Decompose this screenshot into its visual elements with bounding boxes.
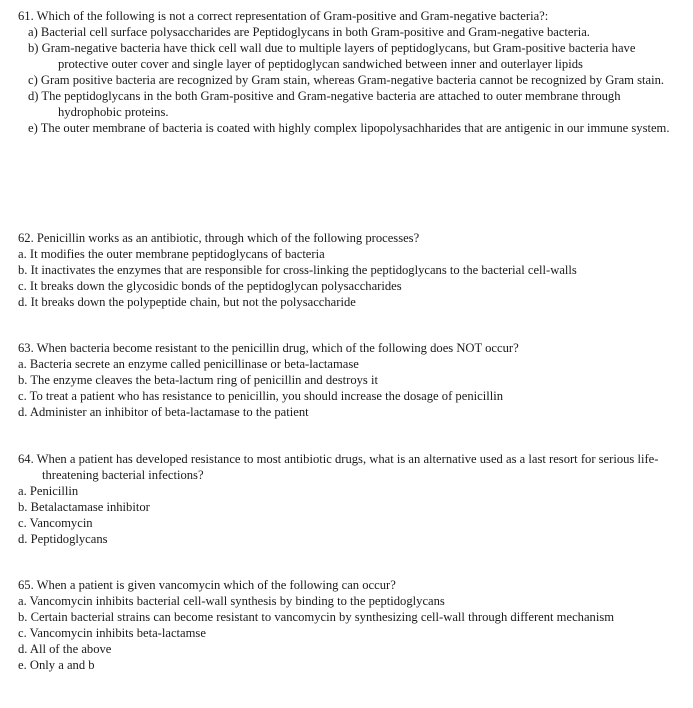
answer-option-c: c. Vancomycin: [18, 516, 93, 530]
question-65: [18, 577, 686, 673]
question-61: [18, 8, 686, 136]
question-stem: 62. Penicillin works as an antibiotic, through which of the following processes?: [18, 231, 420, 245]
answer-option-a: a. Vancomycin inhibits bacterial cell-wall synthesis by binding to the peptidoglycans: [18, 594, 445, 608]
answer-option-a: a) Bacterial cell surface polysaccharides are Peptidoglycans in both Gram-positive and Gram-negative bacteria.: [28, 25, 590, 39]
answer-option-e: e. Only a and b: [18, 658, 95, 672]
answer-option-d: d. All of the above: [18, 642, 112, 656]
question-63: [18, 340, 686, 420]
question-stem: 63. When bacteria become resistant to the penicillin drug, which of the following does NOT occur?: [18, 341, 519, 355]
answer-option-c: c. Vancomycin inhibits beta-lactamse: [18, 626, 206, 640]
answer-option-b: b. The enzyme cleaves the beta-lactum ring of penicillin and destroys it: [18, 373, 378, 387]
answer-option-b: b. It inactivates the enzymes that are responsible for cross-linking the peptidoglycans to the bacterial cell-walls: [18, 263, 577, 277]
answer-option-e: e) The outer membrane of bacteria is coated with highly complex lipopolysachharides that are antigenic in our immune system.: [28, 121, 670, 135]
answer-option-b: b) Gram-negative bacteria have thick cell wall due to multiple layers of peptidoglycans, but Gram-positive bacteria have protective outer cover and single layer of peptidoglycan sandwiched between inner and outerlayer lipids: [28, 41, 636, 71]
answer-option-a: a. Bacteria secrete an enzyme called penicillinase or beta-lactamase: [18, 357, 359, 371]
answer-option-c: c) Gram positive bacteria are recognized by Gram stain, whereas Gram-negative bacteria cannot be recognized by Gram stain.: [28, 73, 665, 87]
question-stem: 61. Which of the following is not a correct representation of Gram-positive and Gram-negative bacteria?:: [18, 9, 549, 23]
answer-option-d: d. It breaks down the polypeptide chain, but not the polysaccharide: [18, 295, 356, 309]
answer-option-c: c. It breaks down the glycosidic bonds of the peptidoglycan polysaccharides: [18, 279, 402, 293]
answer-option-d: d) The peptidoglycans in the both Gram-positive and Gram-negative bacteria are attached to outer membrane through hydrophobic proteins.: [28, 89, 621, 119]
question-stem: 65. When a patient is given vancomycin which of the following can occur?: [18, 578, 396, 592]
answer-option-b: b. Betalactamase inhibitor: [18, 500, 150, 514]
answer-option-c: c. To treat a patient who has resistance to penicillin, you should increase the dosage of penicillin: [18, 389, 504, 403]
question-62: [18, 230, 686, 310]
answer-option-a: a. It modifies the outer membrane peptidoglycans of bacteria: [18, 247, 325, 261]
question-stem: 64. When a patient has developed resistance to most antibiotic drugs, what is an alternative used as a last resort for serious life-threatening bacterial infections?: [18, 452, 659, 482]
question-64: [18, 451, 686, 547]
answer-option-b: b. Certain bacterial strains can become resistant to vancomycin by synthesizing cell-wall through different mechanism: [18, 610, 615, 624]
answer-option-a: a. Penicillin: [18, 484, 79, 498]
answer-option-d: d. Peptidoglycans: [18, 532, 108, 546]
answer-option-d: d. Administer an inhibitor of beta-lactamase to the patient: [18, 405, 309, 419]
